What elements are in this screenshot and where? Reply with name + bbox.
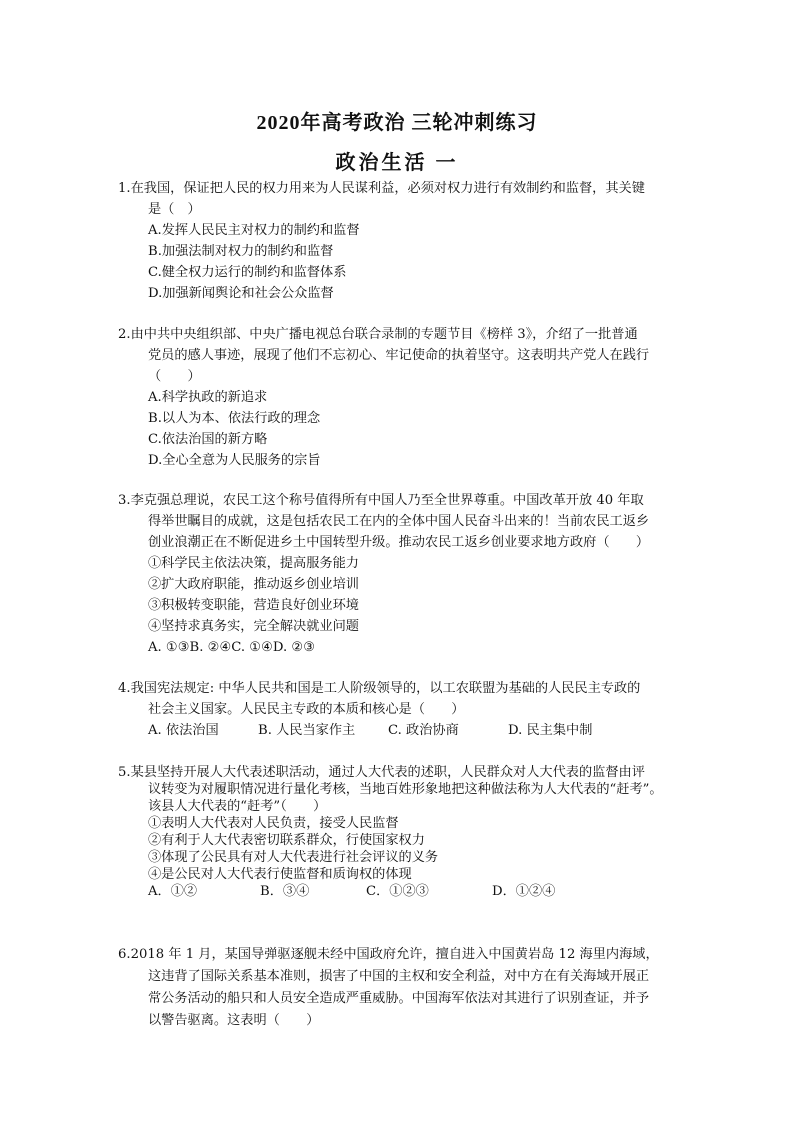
question-1-option-d: D.加强新闻舆论和社会公众监督 [148, 286, 334, 301]
question-1-option-b: B.加强法制对权力的制约和监督 [148, 244, 334, 259]
question-5-option-d: D．①②④ [492, 884, 556, 899]
question-5-statement-4: ④是公民对人大代表行使监督和质询权的体现 [148, 867, 412, 882]
question-3-statement-2: ②扩大政府职能，推动返乡创业培训 [148, 577, 359, 592]
question-5-stem-line: 该县人大代表的“赶考”（ ） [148, 799, 327, 814]
question-2-option-a: A.科学执政的新追求 [148, 390, 268, 405]
question-4-choices [118, 720, 678, 741]
question-5-choices [118, 883, 678, 900]
question-4-stem-line: 社会主义国家。人民民主专政的本质和核心是（ ） [148, 702, 465, 717]
question-2-stem-line: （ ） [148, 369, 201, 384]
question-2-stem-line: 2.由中共中央组织部、中央广播电视总台联合录制的专题节目《榜样 3》，介绍了一批普通 [118, 327, 638, 342]
question-5-option-c: C．①②③ [366, 884, 429, 899]
question-3-statement-1: ①科学民主依法决策，提高服务能力 [148, 556, 359, 571]
question-5-stem-line: 议转变为对履职情况进行量化考核，当地百姓形象地把这种做法称为人大代表的“赶考”。 [148, 782, 663, 797]
question-3-choices: A. ①③B. ②④C. ①④D. ②③ [148, 640, 316, 655]
question-2-option-c: C.依法治国的新方略 [148, 432, 268, 447]
question-5-option-b: B．③④ [260, 884, 310, 899]
question-5-stem-line: 5.某县坚持开展人大代表述职活动，通过人大代表的述职，人民群众对人大代表的监督由评 [118, 765, 645, 780]
question-2-stem-line: 党员的感人事迹，展现了他们不忘初心、牢记使命的执着坚守。这表明共产党人在践行 [148, 348, 650, 363]
question-4 [118, 678, 678, 741]
question-5 [118, 764, 678, 900]
question-6-stem-line: 常公务活动的船只和人员安全造成严重威胁。中国海军依法对其进行了识别查证，并予 [148, 991, 650, 1006]
question-4-option-a: A. 依法治国 [148, 723, 219, 738]
question-1-option-a: A.发挥人民民主对权力的制约和监督 [148, 223, 360, 238]
page-title: 2020年高考政治 三轮冲刺练习 [256, 112, 538, 134]
question-2-option-b: B.以人为本、依法行政的理念 [148, 411, 321, 426]
question-5-statement-3: ③体现了公民具有对人大代表进行社会评议的义务 [148, 850, 439, 865]
question-4-stem-line: 4.我国宪法规定: 中华人民共和国是工人阶级领导的，以工农联盟为基础的人民民主专政的 [118, 681, 641, 696]
question-6-stem-line: 以警告驱离。这表明（ ） [148, 1013, 320, 1028]
question-3 [118, 490, 678, 658]
question-4-option-b: B. 人民当家作主 [258, 723, 356, 738]
question-3-stem-line: 得举世瞩目的成就，这是包括农民工在内的全体中国人民奋斗出来的！当前农民工返乡 [148, 514, 650, 529]
question-2 [118, 324, 678, 471]
question-2-option-d: D.全心全意为人民服务的宗旨 [148, 453, 321, 468]
question-1-option-c: C.健全权力运行的制约和监督体系 [148, 265, 347, 280]
question-3-statement-4: ④坚持求真务实，完全解决就业问题 [148, 619, 359, 634]
page-subtitle: 政治生活 一 [335, 152, 459, 174]
question-1 [118, 178, 678, 304]
question-3-stem-line: 3.李克强总理说，农民工这个称号值得所有中国人乃至全世界尊重。中国改革开放 40 年取 [118, 493, 644, 508]
question-6-stem-line: 这违背了国际关系基本准则，损害了中国的主权和安全利益，对中方在有关海域开展正 [148, 969, 650, 984]
question-5-statement-1: ①表明人大代表对人民负责，接受人民监督 [148, 816, 399, 831]
question-6 [118, 944, 678, 1032]
question-1-stem-line: 1.在我国，保证把人民的权力用来为人民谋利益，必须对权力进行有效制约和监督，其关键 [118, 181, 645, 196]
question-1-stem-line: 是（ ） [148, 202, 201, 217]
question-4-option-c: C. 政治协商 [388, 723, 459, 738]
question-5-statement-2: ②有利于人大代表密切联系群众，行使国家权力 [148, 833, 425, 848]
question-6-stem-line: 6.2018 年 1 月，某国导弹驱逐舰未经中国政府允许，擅自进入中国黄岩岛 12 海里内海域， [118, 947, 659, 962]
question-3-stem-line: 创业浪潮正在不断促进乡土中国转型升级。推动农民工返乡创业要求地方政府（ ） [148, 535, 650, 550]
question-3-statement-3: ③积极转变职能，营造良好创业环境 [148, 598, 359, 613]
question-5-option-a: A．①② [148, 884, 198, 899]
question-4-option-d: D. 民主集中制 [508, 723, 593, 738]
